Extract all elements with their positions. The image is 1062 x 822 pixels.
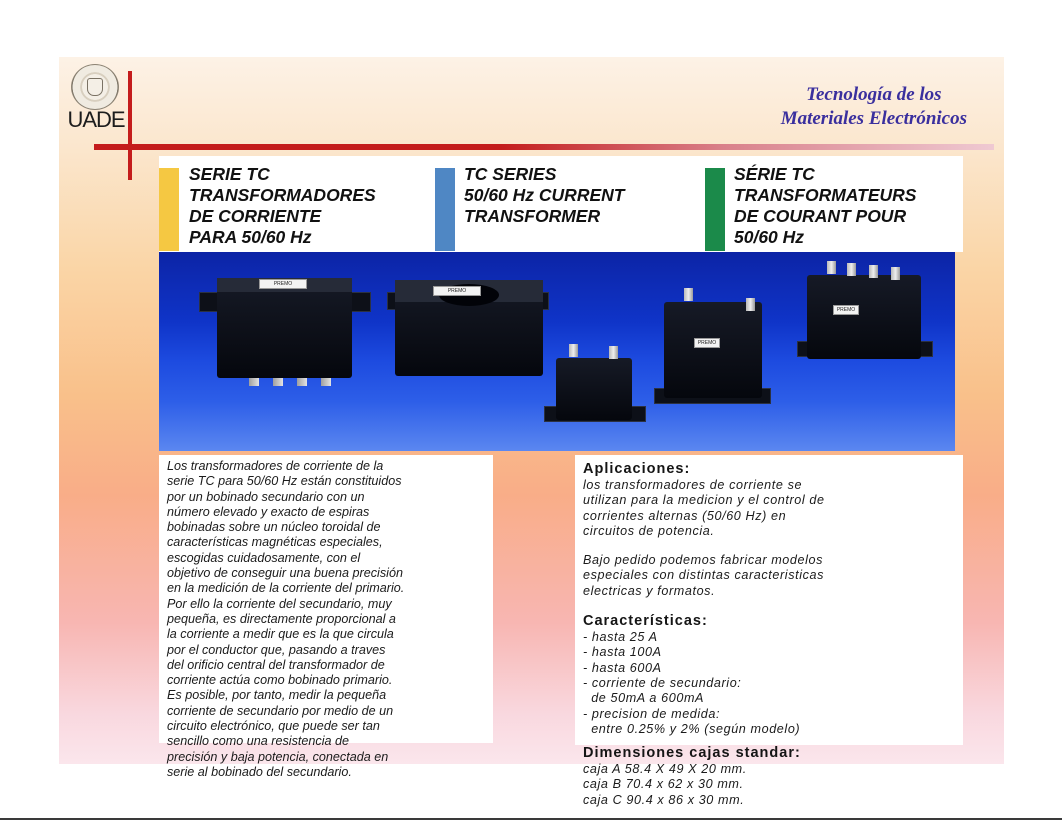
description-line: en la medición de la corriente del primario. — [167, 581, 405, 596]
description-line: la corriente a medir que es la que circula — [167, 627, 394, 642]
aplicaciones-line: circuitos de potencia. — [583, 523, 715, 538]
description-line: escogidas cuidadosamente, con el — [167, 550, 361, 565]
product-photo — [159, 252, 955, 451]
aplicaciones-line: corrientes alternas (50/60 Hz) en — [583, 508, 787, 523]
custom-models-text — [583, 553, 955, 599]
aplicaciones-text — [583, 478, 955, 539]
description-line: Por ello la corriente del secundario, muy — [167, 596, 392, 611]
caracteristica-item: - hasta 25 A — [583, 630, 658, 645]
university-seal-icon — [71, 64, 119, 110]
description-line: por el conductor que, pasando a traves — [167, 642, 386, 657]
column-color-bar — [705, 168, 725, 251]
column-color-bar — [159, 168, 179, 251]
description-line: Es posible, por tanto, medir la pequeña — [167, 688, 387, 703]
product-label: PREMO — [433, 286, 481, 296]
caracteristica-item: de 50mA a 600mA — [583, 691, 705, 706]
slide-title-line2: Materiales Electrónicos — [780, 108, 967, 129]
description-line: por un bobinado secundario con un — [167, 489, 365, 504]
description-line: sencillo como una resistencia de — [167, 734, 350, 749]
specs-content — [583, 461, 955, 808]
red-horizontal-bar — [94, 144, 994, 150]
specs-panel — [575, 455, 963, 807]
transformer-icon — [199, 264, 369, 384]
product-label: PREMO — [259, 279, 307, 289]
caracteristica-item: - hasta 600A — [583, 660, 662, 675]
slide-title — [781, 83, 967, 131]
description-line: precisión y baja potencia, conectada en — [167, 749, 389, 764]
column-color-bar — [435, 168, 455, 251]
column-heading — [464, 164, 624, 227]
aplicaciones-line: electricas y formatos. — [583, 583, 716, 598]
heading-line: PARA 50/60 Hz — [189, 227, 312, 247]
caracteristica-item: entre 0.25% y 2% (según modelo) — [583, 721, 801, 736]
heading-line: SERIE TC — [189, 164, 270, 184]
heading-line: TC SERIES — [464, 164, 557, 184]
transformer-icon — [799, 257, 929, 367]
description-line: serie al bobinado del secundario. — [167, 764, 352, 779]
red-vertical-bar — [128, 71, 132, 180]
series-heading-panel — [159, 156, 963, 252]
column-heading — [734, 164, 916, 248]
column-french — [705, 162, 963, 249]
heading-line: 50/60 Hz — [734, 227, 805, 247]
aplicaciones-line: los transformadores de corriente se — [583, 478, 803, 492]
heading-line: TRANSFORMATEURS — [734, 185, 917, 205]
transformer-icon — [544, 340, 644, 430]
description-line: corriente de secundario por medio de un — [167, 703, 394, 718]
description-line: corriente actúa como bobinado primario. — [167, 673, 393, 688]
description-line: pequeña, es directamente proporcional a — [167, 611, 396, 626]
description-text — [167, 459, 487, 780]
description-line: bobinadas sobre un núcleo toroidal de — [167, 520, 381, 535]
caracteristica-item: - precision de medida: — [583, 706, 721, 721]
transformer-icon — [654, 288, 769, 408]
aplicaciones-line: utilizan para la medicion y el control de — [583, 493, 825, 508]
aplicaciones-line: especiales con distintas caracteristicas — [583, 568, 824, 583]
heading-line: TRANSFORMADORES — [189, 185, 376, 205]
caracteristicas-heading: Características: — [583, 613, 708, 630]
bottom-divider — [0, 818, 1062, 820]
description-line: número elevado y exacto de espiras — [167, 504, 370, 519]
description-line: circuito electrónico, que puede ser tan — [167, 719, 380, 734]
aplicaciones-line: Bajo pedido podemos fabricar modelos — [583, 553, 824, 568]
dimension-item: caja B 70.4 x 62 x 30 mm. — [583, 777, 744, 792]
caracteristica-item: - hasta 100A — [583, 645, 662, 660]
slide-title-line1: Tecnología de los — [806, 84, 942, 105]
column-heading — [189, 164, 376, 248]
transformer-icon — [387, 272, 547, 382]
description-line: Los transformadores de corriente de la — [167, 459, 384, 473]
dimensiones-heading: Dimensiones cajas standar: — [583, 745, 801, 762]
caracteristicas-list — [583, 630, 955, 737]
heading-line: 50/60 Hz CURRENT — [464, 185, 625, 205]
description-line: serie TC para 50/60 Hz están constituidos — [167, 474, 402, 489]
description-line: características magnéticas especiales, — [167, 535, 383, 550]
uade-logo — [66, 62, 126, 134]
product-label: PREMO — [694, 338, 720, 348]
product-label: PREMO — [833, 305, 859, 315]
heading-line: DE CORRIENTE — [189, 206, 322, 226]
heading-line: DE COURANT POUR — [734, 206, 907, 226]
column-english — [435, 162, 705, 249]
dimension-item: caja A 58.4 X 49 X 20 mm. — [583, 762, 747, 777]
aplicaciones-heading: Aplicaciones: — [583, 461, 691, 477]
column-spanish — [159, 162, 429, 249]
description-line: objetivo de conseguir una buena precisión — [167, 566, 403, 581]
caracteristica-item: - corriente de secundario: — [583, 675, 742, 690]
logo-text: UADE — [67, 107, 125, 132]
heading-line: TRANSFORMER — [464, 206, 601, 226]
description-line: del orificio central del transformador de — [167, 657, 385, 672]
description-panel — [159, 455, 493, 779]
dimension-item: caja C 90.4 x 86 x 30 mm. — [583, 792, 745, 807]
dimensiones-list — [583, 762, 955, 808]
heading-line: SÉRIE TC — [734, 164, 815, 184]
